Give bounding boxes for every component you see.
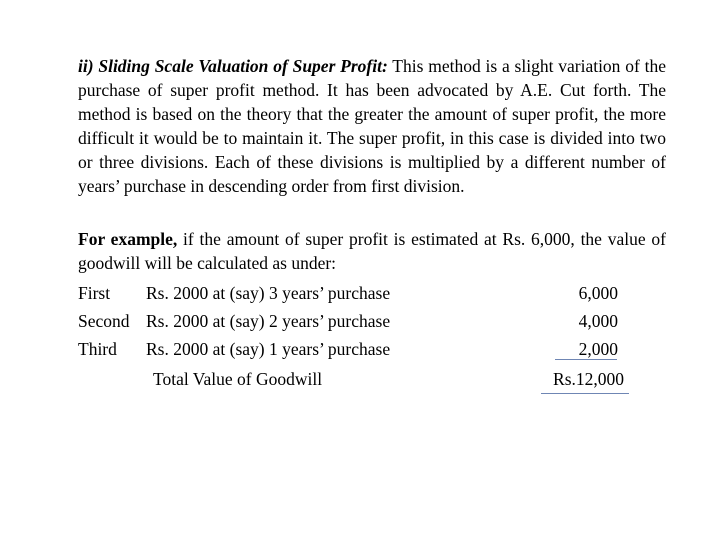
example-body: if the amount of super profit is estimated at Rs. 6,000, the value of goodwill will be calculated as under: bbox=[78, 229, 666, 273]
total-label: Total Value of Goodwill bbox=[153, 369, 323, 389]
subtotal-underline bbox=[555, 359, 617, 360]
example-paragraph bbox=[78, 227, 666, 275]
calculation-row-second bbox=[78, 309, 638, 333]
row-amount: 4,000 bbox=[578, 311, 618, 331]
calculation-total-row bbox=[78, 367, 638, 391]
example-lead: For example, bbox=[78, 229, 178, 249]
total-amount: Rs.12,000 bbox=[553, 369, 624, 389]
calculation-row-first bbox=[78, 281, 638, 305]
row-rank: Third bbox=[78, 339, 117, 359]
row-rank: First bbox=[78, 283, 111, 303]
calculation-row-third bbox=[78, 337, 638, 361]
section-paragraph bbox=[78, 54, 666, 198]
row-rank: Second bbox=[78, 311, 130, 331]
row-amount: 2,000 bbox=[578, 339, 618, 359]
row-description: Rs. 2000 at (say) 2 years’ purchase bbox=[146, 311, 391, 331]
row-description: Rs. 2000 at (say) 3 years’ purchase bbox=[146, 283, 391, 303]
section-body: This method is a slight variation of the purchase of super profit method. It has been advocated by A.E. Cut forth. The method is based on the theory that the greater the amount of super profit, the more difficult it would be to maintain it. The super profit, in this case is divided into two or three divisions. Each of these divisions is multiplied by a different number of years’ purchase in descending order from first division. bbox=[78, 56, 666, 196]
row-amount: 6,000 bbox=[578, 283, 618, 303]
row-description: Rs. 2000 at (say) 1 years’ purchase bbox=[146, 339, 391, 359]
section-heading: ii) Sliding Scale Valuation of Super Profit: bbox=[78, 56, 388, 76]
total-underline bbox=[541, 393, 629, 394]
